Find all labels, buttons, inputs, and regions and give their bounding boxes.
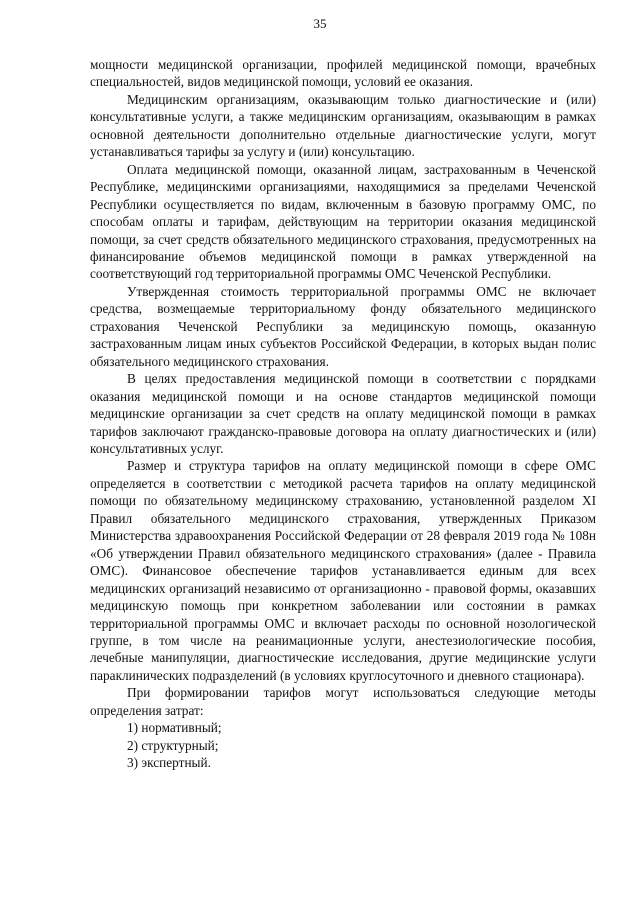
page-number: 35 [313, 16, 327, 31]
list-item: 1) нормативный; [127, 720, 222, 736]
paragraph: При формировании тарифов могут использоваться следующие методы определения затрат: [90, 685, 596, 718]
paragraph: мощности медицинской организации, профилей медицинской помощи, врачебных специальностей, видов медицинской помощи, условий ее оказания. [90, 57, 596, 90]
list-item: 2) структурный; [127, 737, 219, 753]
paragraph: Оплата медицинской помощи, оказанной лицам, застрахованным в Чеченской Республике, медицинскими организациями, находящимися за пределами Чеченской Республики осуществляется по видам, включенным в базовую программу ОМС, по способам оплаты и тарифам, действующим на территории оказания медицинской помощи, за счет средств обязательного медицинского страхования, предусмотренных на финансирование объемов медицинской помощи в рамках утвержденной на соответствующий год территориальной программы ОМС Чеченской Республики. [90, 161, 596, 282]
paragraph: В целях предоставления медицинской помощи в соответствии с порядками оказания медицинской помощи и на основе стандартов медицинской помощи медицинские организации за счет средств на оплату медицинской помощи в рамках тарифов заключают гражданско-правовые договора на оплату диагностических и (или) консультативных услуг. [90, 371, 596, 456]
list-item: 3) экспертный. [127, 755, 211, 771]
cost-methods-list [90, 719, 596, 771]
paragraph: Медицинским организациям, оказывающим только диагностические и (или) консультативные услуги, а также медицинским организациям, оказывающим в рамках основной деятельности дополнительно отдельные диагностические услуги, могут устанавливаться тарифы за услугу и (или) консультацию. [90, 91, 596, 160]
document-body [90, 56, 596, 772]
paragraph: Утвержденная стоимость территориальной программы ОМС не включает средства, возмещаемые территориальному фонду обязательного медицинского страхования Чеченской Республики за медицинскую помощь, оказанную застрахованным лицам иных субъектов Российской Федерации, в которых выдан полис обязательного медицинского страхования. [90, 283, 596, 369]
paragraph: Размер и структура тарифов на оплату медицинской помощи в сфере ОМС определяется в соответствии с методикой расчета тарифов на оплату медицинской помощи по обязательному медицинскому страхованию, установленной разделом XI Правил обязательного медицинского страхования, утвержденных Приказом Министерства здравоохранения Российской Федерации от 28 февраля 2019 года № 108н «Об утверждении Правил обязательного медицинского страхования» (далее - Правила ОМС). Финансовое обеспечение тарифов устанавливается единым для всех медицинских организаций независимо от организационно - правовой формы, оказавших медицинскую помощь при конкретном заболевании или состоянии в рамках территориальной программы ОМС и включает расходы по основной нозологической группе, в том числе на реанимационные услуги, анестезиологические пособия, лечебные манипуляции, диагностические исследования, другие медицинские услуги параклинических подразделений (в условиях круглосуточного и дневного стационара). [90, 458, 596, 683]
